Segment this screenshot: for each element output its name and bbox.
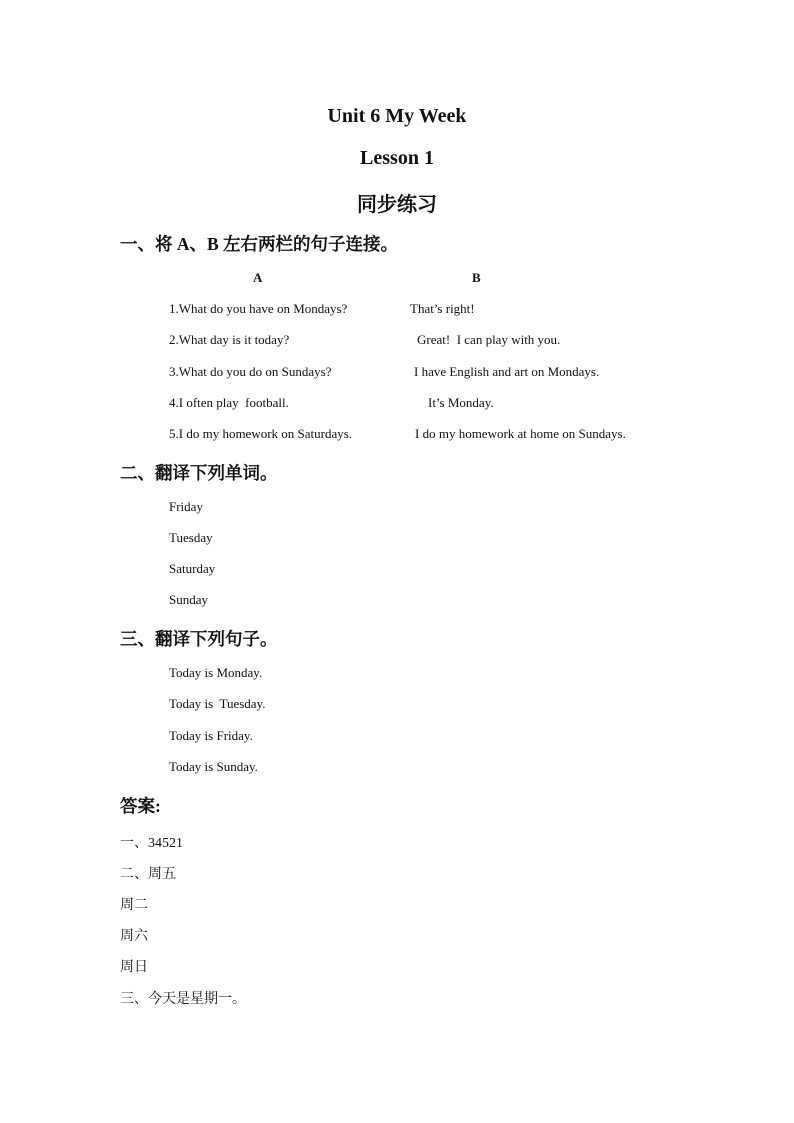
row-b-4: It’s Monday. [428,395,494,410]
answer-line: 周二 [120,898,148,913]
unit-title: Unit 6 My Week [327,105,467,127]
answer-line: 周日 [120,960,148,975]
row-a-2: 2.What day is it today? [169,332,290,347]
sentence-item: Today is Friday. [169,728,253,743]
word-item: Tuesday [169,530,213,545]
answer-line: 二、周五 [120,867,176,882]
answer-line: 周六 [120,929,148,944]
row-b-2: Great! I can play with you. [417,332,561,347]
answer-line: 三、今天是星期一。 [120,992,246,1007]
row-a-5: 5.I do my homework on Saturdays. [169,426,353,441]
sentence-item: Today is Monday. [169,665,263,680]
answer-line: 一、34521 [120,836,183,851]
sentence-item: Today is Tuesday. [169,696,266,711]
row-a-3: 3.What do you do on Sundays? [169,364,332,379]
section3-heading: 三、翻译下列句子。 [120,629,278,649]
word-item: Sunday [169,592,208,607]
lesson-title: Lesson 1 [360,147,434,169]
sentence-item: Today is Sunday. [169,759,258,774]
answers-heading: 答案: [120,796,161,816]
section2-heading: 二、翻译下列单词。 [120,463,278,483]
word-item: Friday [169,499,203,514]
subtitle: 同步练习 [357,194,437,216]
row-a-4: 4.I often play football. [169,395,289,410]
column-b-header: B [472,270,481,285]
section1-heading: 一、将 A、B 左右两栏的句子连接。 [120,234,399,254]
column-a-header: A [253,270,263,285]
row-b-3: I have English and art on Mondays. [414,364,600,379]
word-item: Saturday [169,561,216,576]
row-b-5: I do my homework at home on Sundays. [415,426,626,441]
row-b-1: That’s right! [410,301,475,316]
row-a-1: 1.What do you have on Mondays? [169,301,348,316]
